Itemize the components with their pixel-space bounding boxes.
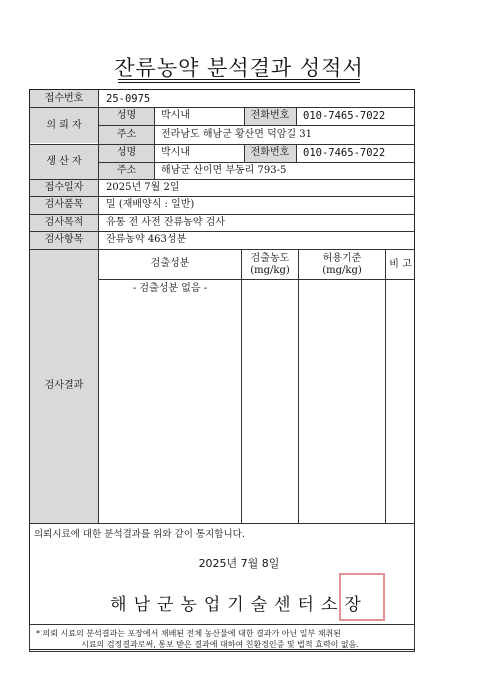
title-underline — [118, 79, 360, 80]
header-note: 비 고 — [389, 259, 412, 270]
row-line — [29, 523, 415, 524]
footnote-box — [29, 624, 415, 652]
notice-text: 의뢰시료에 대한 분석결과를 위와 같이 통지합니다. — [34, 529, 245, 540]
row-line — [98, 125, 415, 126]
footnote-line-2: 시료의 검정결과로써, 통보 받은 결과에 대하여 친환경인증 및 법적 효력이 없음. — [81, 640, 359, 649]
producer-phone-value: 010-7465-7022 — [303, 147, 386, 159]
col-line — [298, 249, 299, 523]
label-receipt-no: 접수번호 — [44, 93, 84, 104]
receipt-date-value: 2025년 7월 2일 — [106, 182, 180, 193]
producer-address-label: 주소 — [116, 165, 137, 176]
organization-name: 해남군농업기술센터소장 — [110, 595, 368, 615]
row-line — [29, 107, 415, 108]
row-line — [29, 144, 415, 145]
col-line — [296, 144, 297, 162]
test-items-value: 잔류농약 463성분 — [106, 234, 187, 245]
label-producer: 생 산 자 — [46, 156, 82, 167]
requester-address-label: 주소 — [116, 129, 137, 140]
row-line — [98, 162, 415, 163]
item-value: 밀 (재배양식 : 일반) — [106, 199, 195, 210]
row-line — [29, 179, 415, 180]
col-line — [154, 107, 155, 179]
header-detected: 검출농도 — [250, 253, 290, 264]
row-line — [29, 196, 415, 197]
requester-address-value: 전라남도 해남군 황산면 덕암길 31 — [161, 129, 313, 140]
col-line — [241, 249, 242, 523]
document-title: 잔류농약 분석결과 성적서 — [114, 56, 364, 80]
requester-name-label: 성명 — [116, 110, 137, 121]
issue-date: 2025년 7월 8일 — [198, 557, 280, 570]
receipt-no-value: 25-0975 — [106, 93, 151, 105]
label-requester: 의 뢰 자 — [46, 120, 82, 131]
purpose-value: 유통 전 사전 잔류농약 검사 — [106, 217, 225, 228]
header-detected-unit: (mg/kg) — [250, 265, 290, 276]
label-purpose: 검사목적 — [44, 217, 84, 228]
footnote-line-1: * 의뢰 시료의 분석결과는 포장에서 채배된 전체 농산물에 대한 결과가 아닌 일부 채취된 — [36, 629, 341, 638]
header-limit: 허용기준 — [322, 253, 362, 264]
title-underline-thin — [118, 82, 360, 83]
row-line — [29, 231, 415, 232]
producer-name-value: 박시내 — [161, 147, 190, 158]
row-line — [29, 214, 415, 215]
label-results: 검사결과 — [44, 380, 84, 391]
producer-name-label: 성명 — [116, 147, 137, 158]
producer-address-value: 해남군 산이면 부동리 793-5 — [161, 165, 287, 176]
official-seal — [339, 573, 385, 621]
label-receipt-date: 접수일자 — [44, 182, 84, 193]
producer-phone-label: 전화번호 — [250, 147, 290, 158]
label-item: 검사품목 — [44, 199, 84, 210]
header-limit-unit: (mg/kg) — [322, 265, 362, 276]
requester-name-value: 박시내 — [161, 110, 190, 121]
requester-phone-value: 010-7465-7022 — [303, 110, 386, 122]
header-component: 검출성분 — [150, 258, 190, 269]
results-row-component: - 검출성분 없음 - — [132, 283, 208, 294]
col-line — [385, 249, 386, 523]
label-test-items: 검사항목 — [44, 234, 84, 245]
row-line — [29, 249, 415, 250]
results-header-line — [98, 279, 415, 280]
requester-phone-label: 전화번호 — [250, 110, 290, 121]
col-line — [296, 107, 297, 125]
